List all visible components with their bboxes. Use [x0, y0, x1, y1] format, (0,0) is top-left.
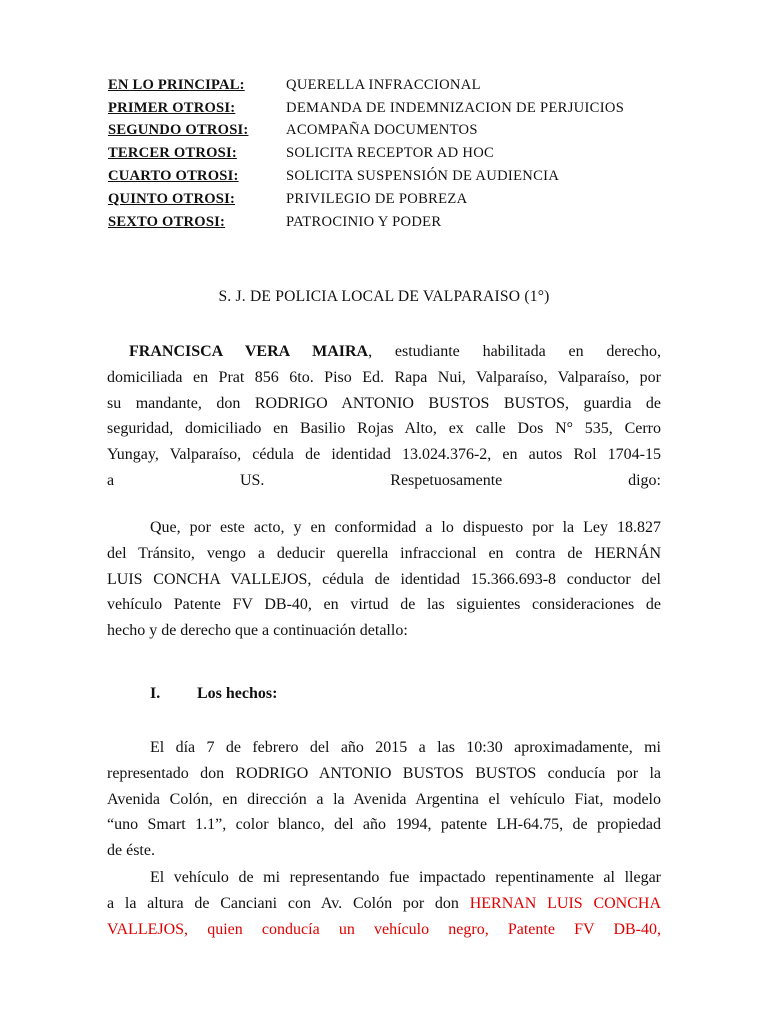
- querella-paragraph: [107, 515, 661, 644]
- highlighted-text: HERNAN LUIS CONCHA: [469, 894, 661, 912]
- section-heading: [150, 685, 277, 703]
- sumilla-row: [108, 211, 668, 234]
- text-line: El día 7 de febrero del año 2015 a las 10:30 aproximadamente, mi: [150, 739, 661, 756]
- sumilla-value: ACOMPAÑA DOCUMENTOS: [286, 122, 478, 139]
- text-line: seguridad, domiciliado en Basilio Rojas Alto, ex calle Dos N° 535, Cerro: [107, 420, 661, 438]
- comparecencia-paragraph: [107, 339, 661, 520]
- sumilla-key: PRIMER OTROSI:: [108, 99, 236, 116]
- sumilla-table: [108, 74, 668, 234]
- hechos-paragraph: [107, 735, 661, 864]
- text-line: de éste.: [107, 842, 155, 860]
- sumilla-row: [108, 165, 668, 188]
- text-line: del Tránsito, vengo a deducir querella infraccional en contra de HERNÁN: [107, 544, 661, 562]
- section-number: I.: [150, 685, 161, 702]
- sumilla-row: [108, 97, 668, 120]
- highlighted-text-line: VALLEJOS, quien conducía un vehículo negro, Patente FV DB-40,: [107, 920, 661, 938]
- text-line: domiciliada en Prat 856 6to. Piso Ed. Rapa Nui, Valparaíso, Valparaíso, por: [107, 368, 661, 386]
- text-line: a US. Respetuosamente digo:: [107, 471, 661, 489]
- text-line: representado don RODRIGO ANTONIO BUSTOS BUSTOS conducía por la: [107, 764, 661, 782]
- sumilla-key: TERCER OTROSI:: [108, 145, 237, 162]
- text-line: LUIS CONCHA VALLEJOS, cédula de identidad 15.366.693-8 conductor del: [107, 570, 661, 588]
- sumilla-key: SEGUNDO OTROSI:: [108, 122, 249, 139]
- text-line: “uno Smart 1.1”, color blanco, del año 1994, patente LH-64.75, de propiedad: [107, 816, 661, 834]
- sumilla-value: DEMANDA DE INDEMNIZACION DE PERJUICIOS: [286, 99, 625, 116]
- sumilla-key: EN LO PRINCIPAL:: [108, 76, 245, 93]
- sumilla-key: CUARTO OTROSI:: [108, 168, 239, 185]
- text-line: hecho y de derecho que a continuación detallo:: [107, 622, 408, 640]
- sumilla-row: [108, 120, 668, 143]
- sumilla-value: SOLICITA RECEPTOR AD HOC: [286, 145, 495, 162]
- sumilla-key: QUINTO OTROSI:: [108, 190, 236, 207]
- text-line: FRANCISCA VERA MAIRA, estudiante habilitada en derecho,: [129, 343, 661, 360]
- impacto-paragraph: [107, 865, 661, 942]
- text-line: Yungay, Valparaíso, cédula de identidad 13.024.376-2, en autos Rol 1704-15: [107, 446, 661, 464]
- sumilla-value: PATROCINIO Y PODER: [286, 213, 442, 230]
- sumilla-value: SOLICITA SUSPENSIÓN DE AUDIENCIA: [286, 168, 560, 185]
- text-line: Que, por este acto, y en conformidad a lo dispuesto por la Ley 18.827: [150, 519, 661, 536]
- attorney-name: FRANCISCA VERA MAIRA: [129, 343, 369, 360]
- sumilla-value: QUERELLA INFRACCIONAL: [286, 76, 481, 93]
- sumilla-value: PRIVILEGIO DE POBREZA: [286, 190, 468, 207]
- text-line: El vehículo de mi representando fue impactado repentinamente al llegar: [150, 869, 661, 886]
- text-line: vehículo Patente FV DB-40, en virtud de las siguientes consideraciones de: [107, 596, 661, 614]
- sumilla-key: SEXTO OTROSI:: [108, 213, 226, 230]
- sumilla-row: [108, 74, 668, 97]
- court-heading: S. J. DE POLICIA LOCAL DE VALPARAISO (1°): [218, 288, 550, 305]
- section-title: Los hechos:: [197, 685, 278, 702]
- text-line: su mandante, don RODRIGO ANTONIO BUSTOS BUSTOS, guardia de: [107, 394, 661, 412]
- text-line: a la altura de Canciani con Av. Colón por don HERNAN LUIS CONCHA: [107, 894, 661, 912]
- sumilla-row: [108, 142, 668, 165]
- sumilla-row: [108, 188, 668, 211]
- text-line: Avenida Colón, en dirección a la Avenida Argentina el vehículo Fiat, modelo: [107, 790, 661, 808]
